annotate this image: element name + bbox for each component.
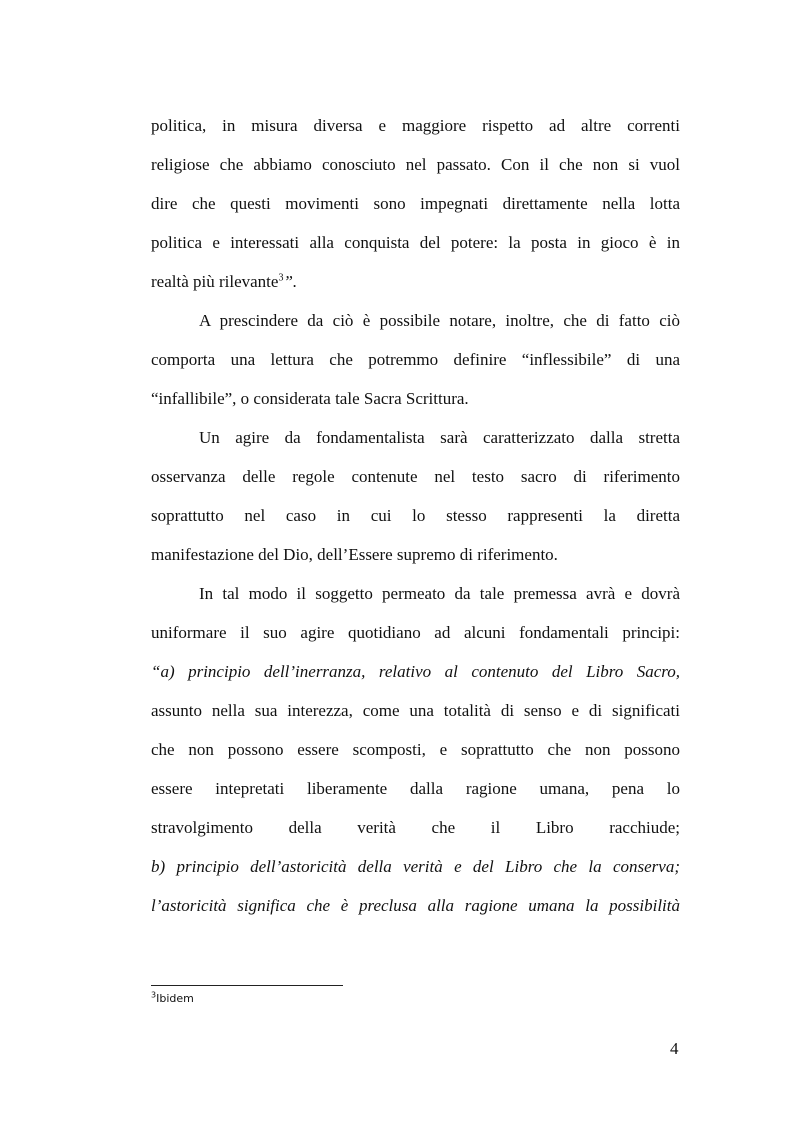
text-line: Un agire da fondamentalista sarà caratterizzato dalla stretta	[199, 428, 680, 447]
text-line: essere intepretati liberamente dalla ragione umana, pena lo	[151, 779, 680, 798]
closing-quote: ”.	[283, 272, 298, 291]
text-line: comporta una lettura che potremmo definire “inflessibile” di una	[151, 350, 680, 369]
italic-text-line: b) principio dell’astoricità della verità e del Libro che la conserva;	[151, 857, 680, 876]
footnote-reference: 3	[278, 272, 284, 284]
text-line: politica, in misura diversa e maggiore rispetto ad altre correnti	[151, 116, 680, 135]
italic-text-line: l’astoricità significa che è preclusa alla ragione umana la possibilità	[151, 896, 680, 915]
footnote-text: Ibidem	[156, 992, 194, 1005]
footnote	[151, 992, 194, 1005]
text-line: assunto nella sua interezza, come una totalità di senso e di significati	[151, 701, 680, 720]
text-line: dire che questi movimenti sono impegnati direttamente nella lotta	[151, 194, 680, 213]
text-line: In tal modo il soggetto permeato da tale premessa avrà e dovrà	[199, 584, 680, 603]
paragraph-2	[151, 301, 680, 418]
paragraph-1	[151, 106, 680, 301]
text-fragment: realtà più rilevante	[151, 272, 279, 291]
text-line: che non possono essere scomposti, e soprattutto che non possono	[151, 740, 680, 759]
footnote-separator	[151, 985, 343, 986]
text-line: stravolgimento della verità che il Libro racchiude;	[151, 818, 680, 837]
text-line	[151, 262, 680, 301]
text-line: A prescindere da ciò è possibile notare, inoltre, che di fatto ciò	[199, 311, 680, 330]
text-line: “infallibile”, o considerata tale Sacra Scrittura.	[151, 389, 469, 408]
text-line: uniformare il suo agire quotidiano ad alcuni fondamentali principi:	[151, 623, 680, 642]
text-line: manifestazione del Dio, dell’Essere supremo di riferimento.	[151, 545, 558, 564]
text-line: osservanza delle regole contenute nel testo sacro di riferimento	[151, 467, 680, 486]
main-text	[151, 106, 680, 925]
text-line: religiose che abbiamo conosciuto nel passato. Con il che non si vuol	[151, 155, 680, 174]
text-line: politica e interessati alla conquista del potere: la posta in gioco è in	[151, 233, 680, 252]
paragraph-3	[151, 418, 680, 574]
italic-text-line: “a) principio dell’inerranza, relativo al contenuto del Libro Sacro,	[151, 662, 680, 681]
text-line: soprattutto nel caso in cui lo stesso rappresenti la diretta	[151, 506, 680, 525]
footnote-number: 3	[151, 990, 157, 1000]
page-number: 4	[670, 1039, 679, 1058]
paragraph-4	[151, 574, 680, 925]
